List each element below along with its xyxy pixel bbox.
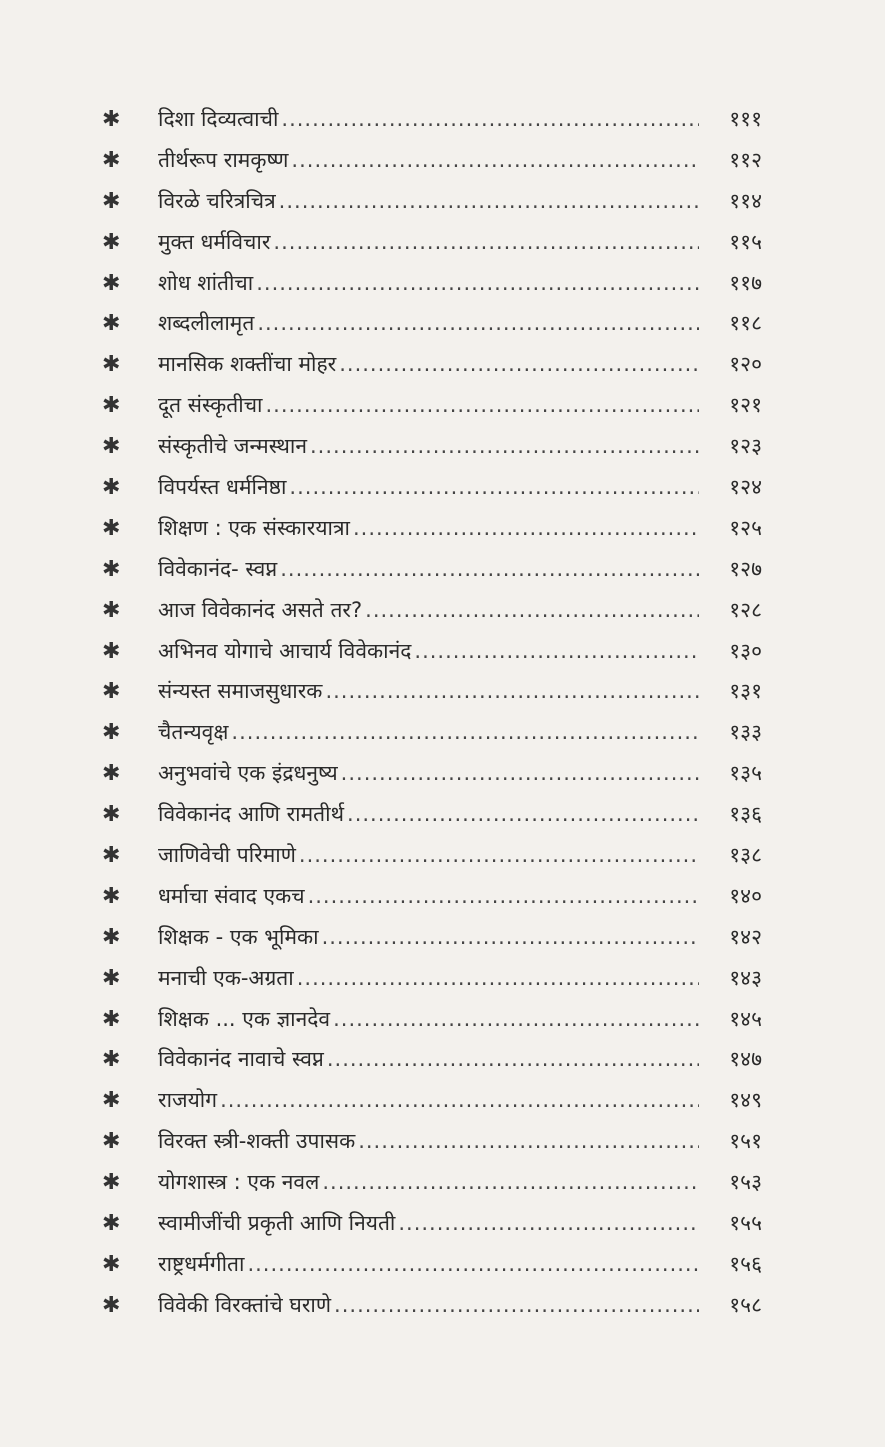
toc-entry-page-number: १४३ [729,965,762,990]
asterisk-bullet-icon: ✱ [102,147,121,173]
toc-entry [102,753,762,794]
toc-entry-page-number: १५३ [729,1170,762,1195]
toc-entry-page-number: १४२ [729,924,762,949]
toc-entry [102,140,762,181]
asterisk-bullet-icon: ✱ [102,1047,121,1073]
toc-entry-title: शिक्षक - एक भूमिका [158,924,319,949]
toc-entry-title: विरळे चरित्रचित्र [158,188,276,213]
asterisk-bullet-icon: ✱ [102,434,121,460]
toc-entry-title: विरक्त स्त्री-शक्ती उपासक [158,1129,356,1154]
toc-entry-title: चैतन्यवृक्ष [158,720,229,745]
dot-leader [279,181,699,222]
toc-entry [102,344,762,385]
toc-entry [102,1121,762,1162]
toc-entry [102,631,762,672]
toc-entry-page-number: १२४ [729,475,762,500]
toc-entry [102,303,762,344]
toc-entry-page-number: १२१ [729,393,762,418]
asterisk-bullet-icon: ✱ [102,107,121,132]
toc-entry [102,1162,762,1203]
toc-entry-page-number: १३८ [729,843,762,868]
dot-leader [265,385,699,426]
dot-leader [334,1285,699,1326]
asterisk-bullet-icon: ✱ [102,311,121,337]
toc-entry-title: राजयोग [158,1088,218,1113]
toc-entry-title: स्वामीजींची प्रकृती आणि नियती [158,1211,396,1236]
toc-entry [102,794,762,835]
toc-entry-page-number: १२५ [729,515,762,540]
toc-entry-title: मानसिक शक्तींचा मोहर [158,352,337,377]
asterisk-bullet-icon: ✱ [102,475,121,501]
asterisk-bullet-icon: ✱ [102,720,121,746]
toc-entry-title: आज विवेकानंद असते तर? [158,597,363,622]
asterisk-bullet-icon: ✱ [102,188,121,214]
toc-entry [102,671,762,712]
asterisk-bullet-icon: ✱ [102,761,121,787]
asterisk-bullet-icon: ✱ [102,1129,121,1155]
toc-entry-page-number: ११४ [729,188,762,213]
asterisk-bullet-icon: ✱ [102,965,121,991]
asterisk-bullet-icon: ✱ [102,1292,121,1318]
toc-entry-page-number: ११५ [729,229,762,254]
toc-entry [102,1285,762,1326]
toc-entry-page-number: १३० [729,638,762,663]
asterisk-bullet-icon: ✱ [102,843,121,869]
toc-entry-title: योगशास्त्र : एक नवल [158,1170,320,1195]
dot-leader [398,1203,699,1244]
toc-entry-title: संन्यस्त समाजसुधारक [158,679,323,704]
toc-entry-page-number: १५१ [729,1129,762,1154]
toc-entry [102,1244,762,1285]
asterisk-bullet-icon: ✱ [102,1211,121,1237]
toc-entry-page-number: १५५ [729,1211,762,1236]
dot-leader [289,467,699,508]
dot-leader [341,753,699,794]
toc-entry-title: शिक्षण : एक संस्कारयात्रा [158,515,350,540]
asterisk-bullet-icon: ✱ [102,229,121,255]
toc-entry [102,1039,762,1080]
asterisk-bullet-icon: ✱ [102,638,121,664]
toc-entry-page-number: १५६ [729,1251,762,1276]
toc-entry-title: विवेकी विरक्तांचे घराणे [158,1292,332,1317]
asterisk-bullet-icon: ✱ [102,393,121,419]
toc-entry-page-number: १२० [729,352,762,377]
toc-entry [102,467,762,508]
toc-list [102,99,762,1326]
dot-leader [353,508,699,549]
toc-entry [102,385,762,426]
dot-leader [333,999,699,1040]
asterisk-bullet-icon: ✱ [102,679,121,705]
toc-entry-page-number: १३१ [729,679,762,704]
toc-entry [102,1203,762,1244]
toc-entry-title: राष्ट्रधर्मगीता [158,1251,245,1276]
asterisk-bullet-icon: ✱ [102,802,121,828]
asterisk-bullet-icon: ✱ [102,515,121,541]
toc-entry-title: दूत संस्कृतीचा [158,393,263,418]
asterisk-bullet-icon: ✱ [102,597,121,623]
dot-leader [322,1162,699,1203]
dot-leader [273,222,699,263]
toc-entry-title: मनाची एक-अग्रता [158,965,294,990]
dot-leader [347,794,699,835]
asterisk-bullet-icon: ✱ [102,1170,121,1196]
asterisk-bullet-icon: ✱ [102,924,121,950]
dot-leader [325,671,699,712]
toc-entry-title: दिशा दिव्यत्वाची [158,107,279,131]
toc-entry-title: शब्दलीलामृत [158,311,255,336]
dot-leader [299,835,699,876]
toc-entry-title: विवेकानंद- स्वप्न [158,556,278,581]
toc-entry-page-number: १३६ [729,802,762,827]
toc-entry-title: विवेकानंद आणि रामतीर्थ [158,802,345,827]
dot-leader [256,263,699,304]
toc-entry [102,712,762,753]
dot-leader [365,590,699,631]
toc-entry-title: धर्माचा संवाद एकच [158,883,305,908]
toc-entry [102,917,762,958]
toc-entry-page-number: १४० [729,883,762,908]
toc-entry-page-number: १११ [729,107,762,131]
toc-entry-title: मुक्त धर्मविचार [158,229,271,254]
dot-leader [231,712,699,753]
toc-entry-title: संस्कृतीचे जन्मस्थान [158,434,307,459]
toc-entry-title: विवेकानंद नावाचे स्वप्न [158,1047,324,1072]
toc-entry [102,426,762,467]
toc-entry-title: शिक्षक ... एक ज्ञानदेव [158,1006,331,1031]
toc-entry [102,1080,762,1121]
toc-entry-title: तीर्थरूप रामकृष्ण [158,147,289,172]
dot-leader [414,631,699,672]
toc-entry-title: अभिनव योगाचे आचार्य विवेकानंद [158,638,412,663]
dot-leader [291,140,699,181]
toc-entry-title: विपर्यस्त धर्मनिष्ठा [158,475,287,500]
toc-entry-title: अनुभवांचे एक इंद्रधनुष्य [158,761,338,786]
toc-entry [102,508,762,549]
dot-leader [220,1080,699,1121]
asterisk-bullet-icon: ✱ [102,1088,121,1114]
dot-leader [247,1244,699,1285]
asterisk-bullet-icon: ✱ [102,270,121,296]
toc-entry [102,835,762,876]
dot-leader [327,1039,699,1080]
toc-entry [102,549,762,590]
toc-entry-page-number: १२८ [729,597,762,622]
dot-leader [308,876,699,917]
asterisk-bullet-icon: ✱ [102,1006,121,1032]
toc-entry [102,958,762,999]
dot-leader [358,1121,699,1162]
toc-entry-page-number: ११७ [729,270,762,295]
toc-entry [102,999,762,1040]
toc-entry-page-number: ११८ [729,311,762,336]
toc-entry-page-number: १३३ [729,720,762,745]
toc-entry-page-number: १३५ [729,761,762,786]
asterisk-bullet-icon: ✱ [102,556,121,582]
toc-entry-title: जाणिवेची परिमाणे [158,843,296,868]
toc-entry [102,876,762,917]
dot-leader [297,958,699,999]
toc-entry [102,181,762,222]
toc-entry-page-number: १२७ [729,556,762,581]
dot-leader [339,344,699,385]
dot-leader [322,917,699,958]
toc-entry [102,222,762,263]
toc-entry [102,99,762,140]
dot-leader [280,549,699,590]
dot-leader [310,426,699,467]
asterisk-bullet-icon: ✱ [102,352,121,378]
toc-entry-page-number: १४९ [729,1088,762,1113]
toc-entry-page-number: ११२ [729,147,762,172]
toc-entry-page-number: १५८ [729,1292,762,1317]
toc-entry-page-number: १२३ [729,434,762,459]
toc-entry-title: शोध शांतीचा [158,270,254,295]
toc-entry [102,590,762,631]
dot-leader [281,99,699,140]
asterisk-bullet-icon: ✱ [102,883,121,909]
asterisk-bullet-icon: ✱ [102,1251,121,1277]
dot-leader [257,303,699,344]
toc-entry [102,263,762,304]
toc-entry-page-number: १४५ [729,1006,762,1031]
toc-entry-page-number: १४७ [729,1047,762,1072]
